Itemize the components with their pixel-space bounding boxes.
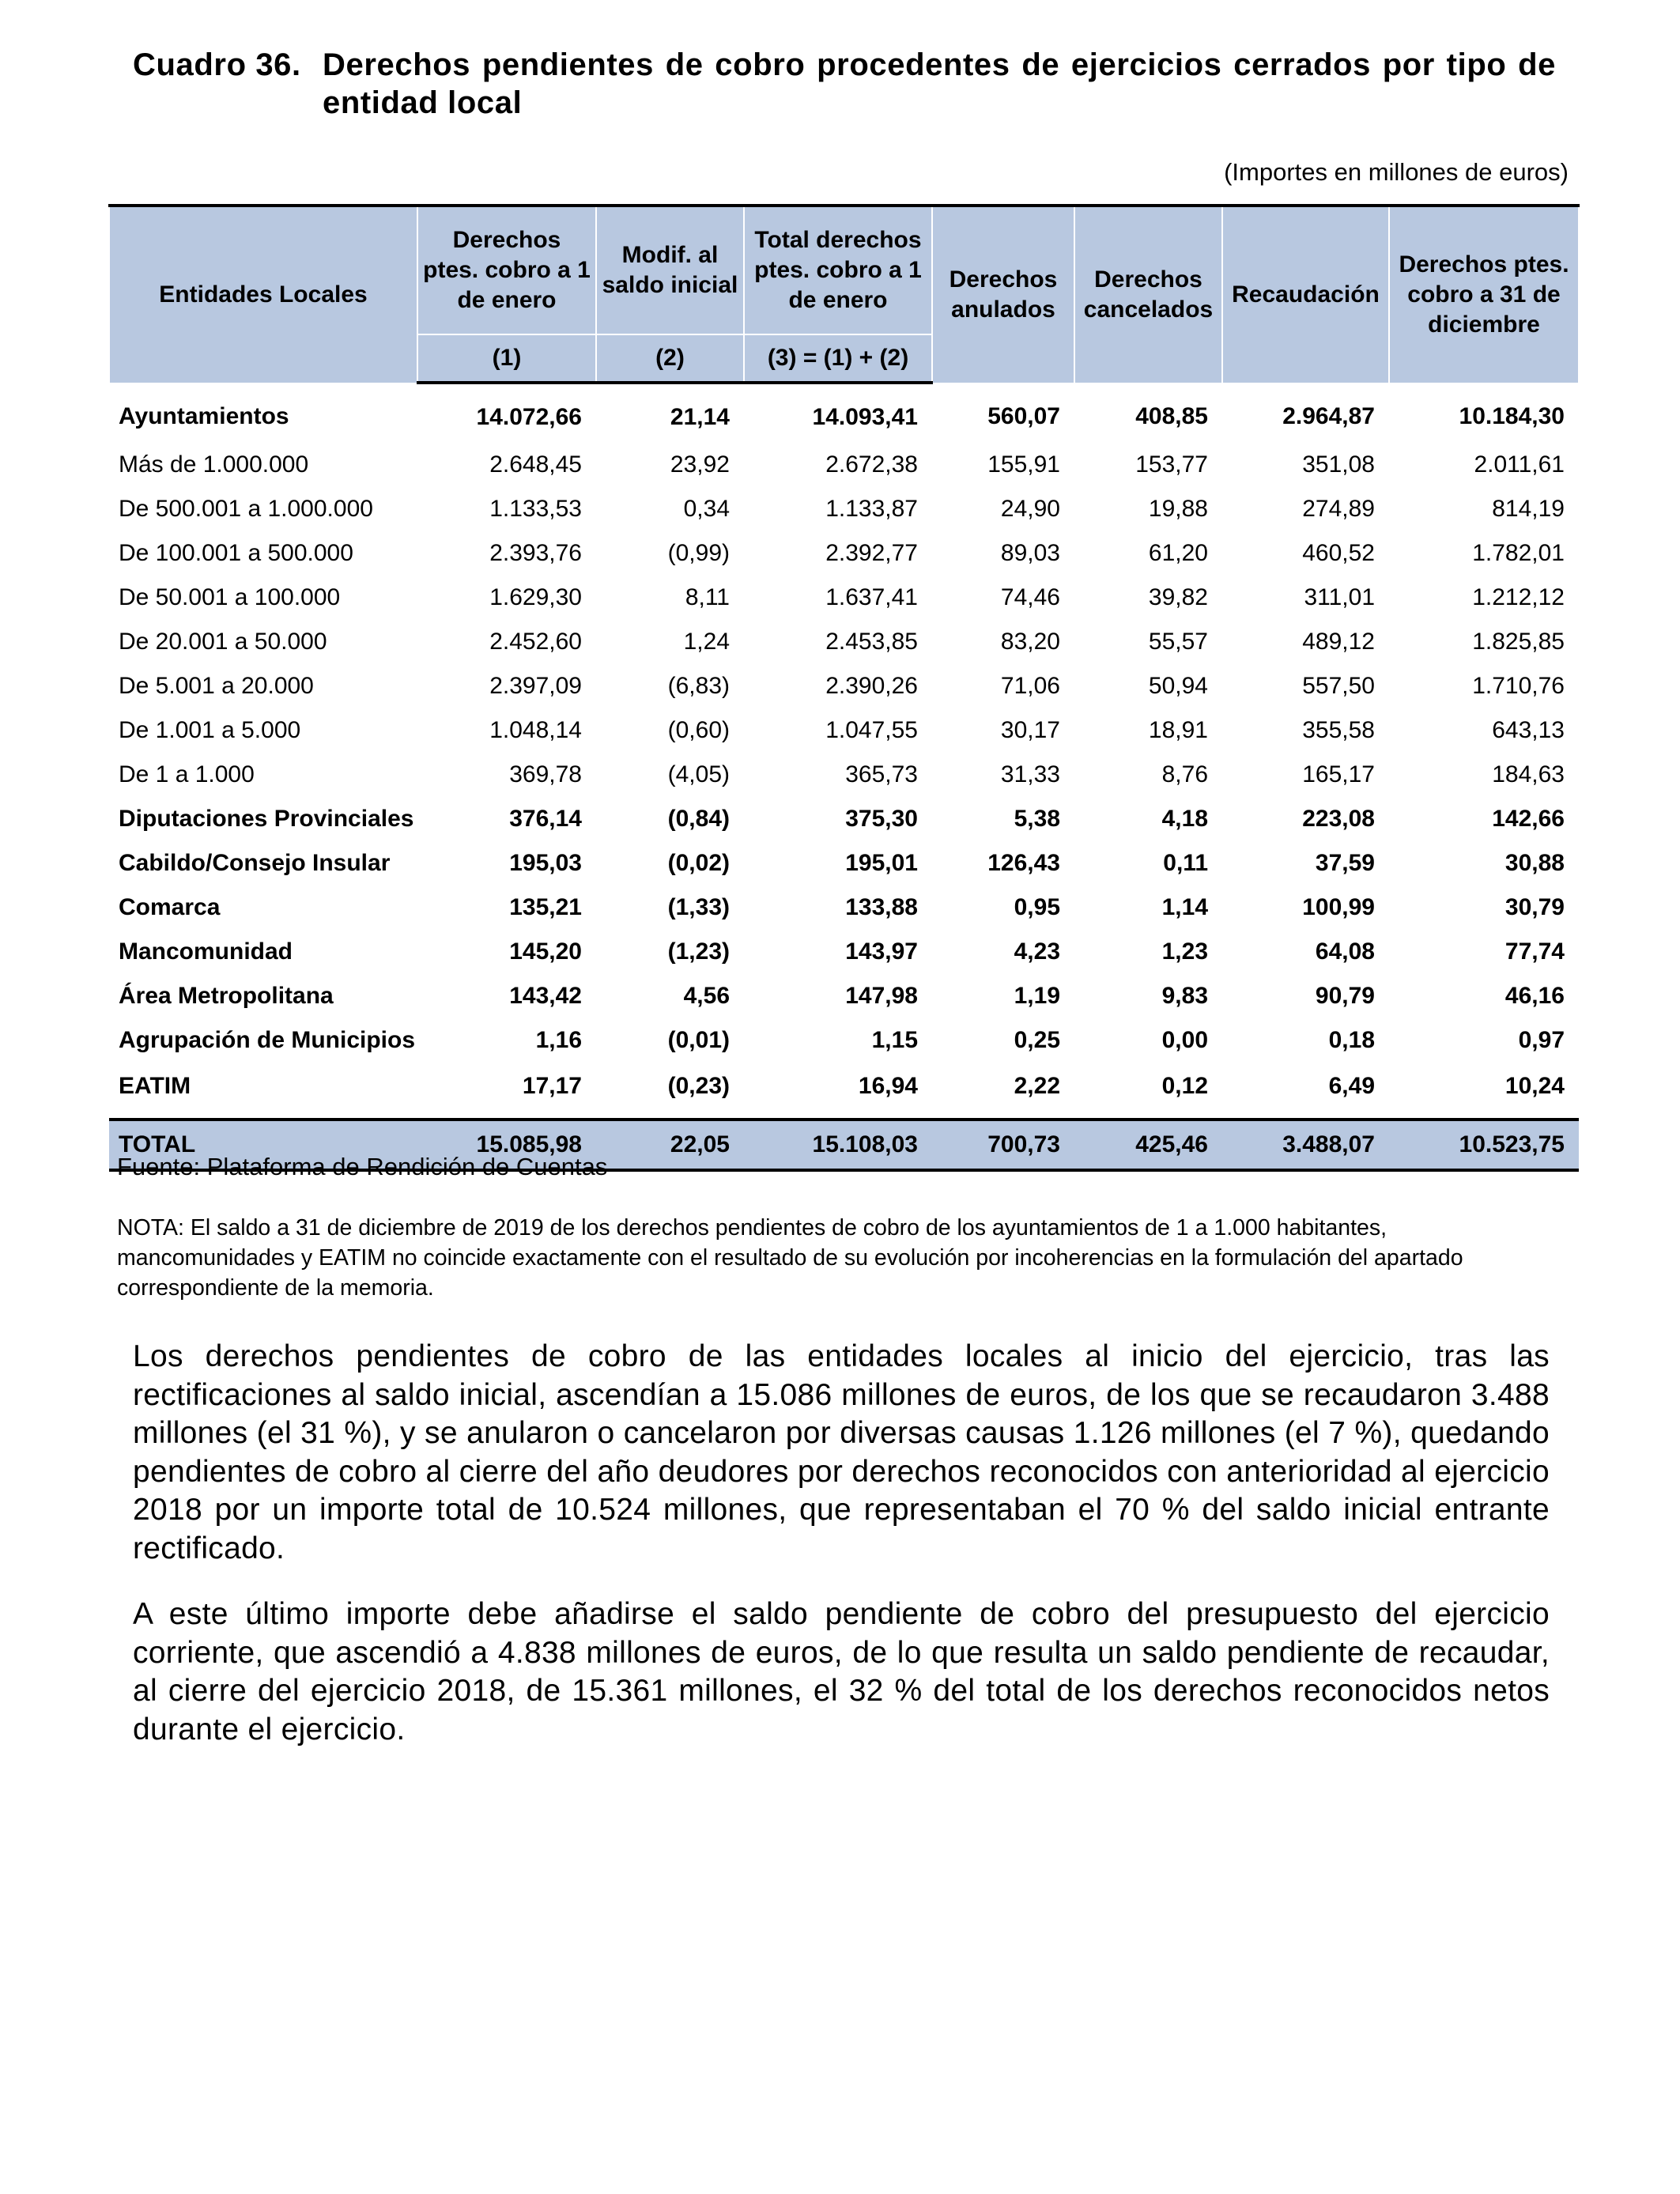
cell-value: 1,14: [1161, 894, 1208, 920]
row-label: De 5.001 a 20.000: [119, 673, 314, 699]
paragraph-1: Los derechos pendientes de cobro de las entidades locales al inicio del ejercicio, tras las rectificaciones al saldo inicial, ascendían a 15.086 millones de euros, de los que se recaudaron 3.488 millones (el 31 %), y se anularon o cancelaron por diversas causas 1.126 millones (el 7 %), quedando pendientes de cobro al cierre del año deudores por derechos reconocidos con anterioridad al ejercicio 2018 por un importe total de 10.524 millones, que representaban el 70 % del saldo inicial entrante rectificado.: [133, 1339, 1550, 1565]
cell-value: 165,17: [1302, 761, 1375, 787]
table-row: [109, 841, 1579, 886]
cell-value: 489,12: [1302, 629, 1375, 655]
cell-value: 5,38: [1014, 806, 1060, 832]
cell-value: (0,99): [667, 540, 730, 566]
cell-value: 46,16: [1504, 983, 1565, 1009]
cell-value: 30,88: [1504, 850, 1565, 876]
header-derechos-1-enero: Derechos ptes. cobro a 1 de enero: [417, 206, 596, 334]
cell-value: 21,14: [670, 404, 730, 430]
caption-number: Cuadro 36.: [133, 47, 301, 82]
cell-value: 77,74: [1504, 938, 1565, 965]
cell-value: 0,25: [1014, 1027, 1060, 1053]
cell-value: (4,05): [667, 761, 730, 787]
cell-value: 83,20: [1000, 629, 1060, 655]
table-row: [109, 708, 1579, 753]
total-value: 425,46: [1074, 1120, 1222, 1170]
table-row: [109, 1063, 1579, 1120]
cell-value: 4,18: [1161, 806, 1208, 832]
cell-value: 8,76: [1161, 761, 1208, 787]
cell-value: (0,01): [667, 1027, 730, 1053]
header-modif-saldo: Modif. al saldo inicial: [596, 206, 744, 334]
cell-value: 376,14: [509, 806, 582, 832]
cell-value: 153,77: [1135, 451, 1208, 478]
row-label: Diputaciones Provinciales: [119, 806, 414, 832]
table-row: [109, 531, 1579, 576]
row-label: De 50.001 a 100.000: [119, 584, 341, 610]
total-label: TOTAL: [109, 1120, 417, 1170]
cell-value: 0,18: [1328, 1027, 1375, 1053]
cell-value: (1,33): [667, 894, 730, 920]
row-label: De 1.001 a 5.000: [119, 717, 301, 743]
cell-value: 1,24: [683, 629, 730, 655]
cell-value: 50,94: [1148, 673, 1208, 699]
cell-value: 557,50: [1302, 673, 1375, 699]
total-value: 15.108,03: [744, 1120, 932, 1170]
table-row: [109, 886, 1579, 930]
cell-value: 18,91: [1148, 717, 1208, 743]
cell-value: 274,89: [1302, 496, 1375, 522]
cell-value: 142,66: [1492, 806, 1565, 832]
cell-value: 369,78: [509, 761, 582, 787]
header-anulados: Derechos anulados: [932, 206, 1074, 383]
table-row: [109, 1018, 1579, 1063]
cell-value: 1.133,87: [825, 496, 918, 522]
row-label: Área Metropolitana: [119, 983, 334, 1009]
cell-value: 2.011,61: [1474, 451, 1565, 478]
cell-value: 145,20: [509, 938, 582, 965]
cell-value: 14.072,66: [476, 404, 582, 430]
cell-value: 135,21: [509, 894, 582, 920]
header-sub-2: (2): [596, 334, 744, 383]
cell-value: 55,57: [1148, 629, 1208, 655]
cell-value: 10,24: [1504, 1073, 1565, 1099]
cell-value: 1.212,12: [1472, 584, 1565, 610]
cell-value: 2.964,87: [1282, 403, 1375, 429]
cell-value: 155,91: [987, 451, 1060, 478]
cell-value: 1,15: [871, 1027, 918, 1053]
header-sub-1: (1): [417, 334, 596, 383]
header-derechos-31-dic: Derechos ptes. cobro a 31 de diciembre: [1389, 206, 1579, 383]
source-note: Fuente: Plataforma de Rendición de Cuentas: [117, 1153, 608, 1180]
total-value: 15.085,98: [417, 1120, 596, 1170]
cell-value: 23,92: [670, 451, 730, 478]
table-row: [109, 620, 1579, 664]
table-row: [109, 974, 1579, 1018]
cell-value: 39,82: [1148, 584, 1208, 610]
cell-value: 17,17: [522, 1073, 582, 1099]
cell-value: 375,30: [845, 806, 918, 832]
header-recaudacion: Recaudación: [1222, 206, 1389, 383]
cell-value: 0,12: [1161, 1073, 1208, 1099]
table-row: [109, 383, 1579, 443]
cell-value: 19,88: [1148, 496, 1208, 522]
cell-value: 223,08: [1302, 806, 1375, 832]
total-value: 10.523,75: [1389, 1120, 1579, 1170]
row-label: Comarca: [119, 894, 221, 920]
cell-value: (0,84): [667, 806, 730, 832]
cell-value: 10.184,30: [1459, 403, 1565, 429]
cell-value: 643,13: [1492, 717, 1565, 743]
cell-value: 143,42: [509, 983, 582, 1009]
cell-value: 4,56: [683, 983, 730, 1009]
paragraph-2: A este último importe debe añadirse el saldo pendiente de cobro del presupuesto del ejercicio corriente, que ascendió a 4.838 millones de euros, de lo que resulta un saldo pendiente de recaudar, al cierre del ejercicio 2018, de 15.361 millones, el 32 % del total de los derechos reconocidos netos durante el ejercicio.: [133, 1597, 1550, 1747]
units-note: (Importes en millones de euros): [1224, 158, 1569, 186]
cell-value: 24,90: [1000, 496, 1060, 522]
cell-value: 2,22: [1014, 1073, 1060, 1099]
cell-value: 355,58: [1302, 717, 1375, 743]
cell-value: (0,60): [667, 717, 730, 743]
cell-value: 143,97: [845, 938, 918, 965]
total-value: 3.488,07: [1222, 1120, 1389, 1170]
cell-value: 14.093,41: [812, 404, 918, 430]
cell-value: 133,88: [845, 894, 918, 920]
cell-value: 90,79: [1315, 983, 1375, 1009]
row-label: De 20.001 a 50.000: [119, 629, 327, 655]
cell-value: 6,49: [1328, 1073, 1375, 1099]
cell-value: 2.390,26: [825, 673, 918, 699]
cell-value: 30,79: [1504, 894, 1565, 920]
cell-value: 30,17: [1000, 717, 1060, 743]
cell-value: 814,19: [1492, 496, 1565, 522]
cell-value: 1.825,85: [1472, 629, 1565, 655]
caption-title: Derechos pendientes de cobro procedentes de ejercicios cerrados por tipo de entidad local: [323, 47, 1556, 120]
table-row: [109, 487, 1579, 531]
row-label: De 500.001 a 1.000.000: [119, 496, 373, 522]
cell-value: 1.637,41: [825, 584, 918, 610]
cell-value: 2.672,38: [825, 451, 918, 478]
cell-value: 408,85: [1135, 403, 1208, 429]
cell-value: 61,20: [1148, 540, 1208, 566]
row-label: De 1 a 1.000: [119, 761, 255, 787]
cell-value: 460,52: [1302, 540, 1375, 566]
table-caption: [133, 46, 1556, 122]
cell-value: 351,08: [1302, 451, 1375, 478]
row-label: Más de 1.000.000: [119, 451, 309, 478]
cell-value: 0,95: [1014, 894, 1060, 920]
total-value: 22,05: [596, 1120, 744, 1170]
cell-value: 0,00: [1161, 1027, 1208, 1053]
cell-value: 71,06: [1000, 673, 1060, 699]
table-body: [109, 383, 1579, 1120]
header-total-1-enero: Total derechos ptes. cobro a 1 de enero: [744, 206, 932, 334]
cell-value: 74,46: [1000, 584, 1060, 610]
cell-value: 184,63: [1492, 761, 1565, 787]
cell-value: 1.048,14: [489, 717, 582, 743]
cell-value: 365,73: [845, 761, 918, 787]
cell-value: 195,01: [845, 850, 918, 876]
cell-value: 2.393,76: [489, 540, 582, 566]
cell-value: 0,11: [1163, 850, 1208, 876]
cell-value: 2.397,09: [489, 673, 582, 699]
cell-value: 147,98: [845, 983, 918, 1009]
cell-value: 1.782,01: [1472, 540, 1565, 566]
cell-value: 1,16: [535, 1027, 582, 1053]
cell-value: 126,43: [987, 850, 1060, 876]
table-row: [109, 797, 1579, 841]
cell-value: 1.629,30: [489, 584, 582, 610]
cell-value: 8,11: [685, 584, 730, 610]
footnote: NOTA: El saldo a 31 de diciembre de 2019 de los derechos pendientes de cobro de los ayuntamientos de 1 a 1.000 habitantes, mancomunidades y EATIM no coincide exactamente con el resultado de su evolución por incoherencias en la formulación del apartado correspondiente de la memoria.: [117, 1215, 1463, 1301]
cell-value: 16,94: [858, 1073, 918, 1099]
header-entidades: Entidades Locales: [109, 206, 417, 383]
cell-value: 2.648,45: [489, 451, 582, 478]
header-cancelados: Derechos cancelados: [1074, 206, 1222, 383]
data-table: [108, 204, 1580, 1172]
cell-value: (1,23): [667, 938, 730, 965]
cell-value: 37,59: [1315, 850, 1375, 876]
row-label: Mancomunidad: [119, 938, 293, 965]
cell-value: 311,01: [1304, 584, 1375, 610]
total-value: 700,73: [932, 1120, 1074, 1170]
table-row: [109, 443, 1579, 487]
table-row: [109, 576, 1579, 620]
table-row: [109, 930, 1579, 974]
cell-value: 100,99: [1302, 894, 1375, 920]
cell-value: 195,03: [509, 850, 582, 876]
cell-value: 560,07: [987, 403, 1060, 429]
header-sub-3: (3) = (1) + (2): [744, 334, 932, 383]
cell-value: (0,02): [667, 850, 730, 876]
cell-value: 31,33: [1000, 761, 1060, 787]
cell-value: (0,23): [667, 1073, 730, 1099]
cell-value: 2.392,77: [825, 540, 918, 566]
cell-value: 1.710,76: [1472, 673, 1565, 699]
cell-value: 1,23: [1161, 938, 1208, 965]
row-label: Ayuntamientos: [119, 403, 289, 429]
table-row: [109, 664, 1579, 708]
cell-value: 4,23: [1014, 938, 1060, 965]
row-label: Cabildo/Consejo Insular: [119, 850, 391, 876]
cell-value: 9,83: [1161, 983, 1208, 1009]
cell-value: 89,03: [1000, 540, 1060, 566]
row-label: EATIM: [119, 1073, 191, 1099]
row-label: De 100.001 a 500.000: [119, 540, 353, 566]
cell-value: 1.047,55: [825, 717, 918, 743]
cell-value: (6,83): [667, 673, 730, 699]
row-label: Agrupación de Municipios: [119, 1027, 416, 1053]
cell-value: 0,34: [683, 496, 730, 522]
cell-value: 2.453,85: [825, 629, 918, 655]
cell-value: 0,97: [1518, 1027, 1565, 1053]
cell-value: 2.452,60: [489, 629, 582, 655]
table-row: [109, 753, 1579, 797]
cell-value: 64,08: [1315, 938, 1375, 965]
cell-value: 1.133,53: [489, 496, 582, 522]
cell-value: 1,19: [1014, 983, 1060, 1009]
